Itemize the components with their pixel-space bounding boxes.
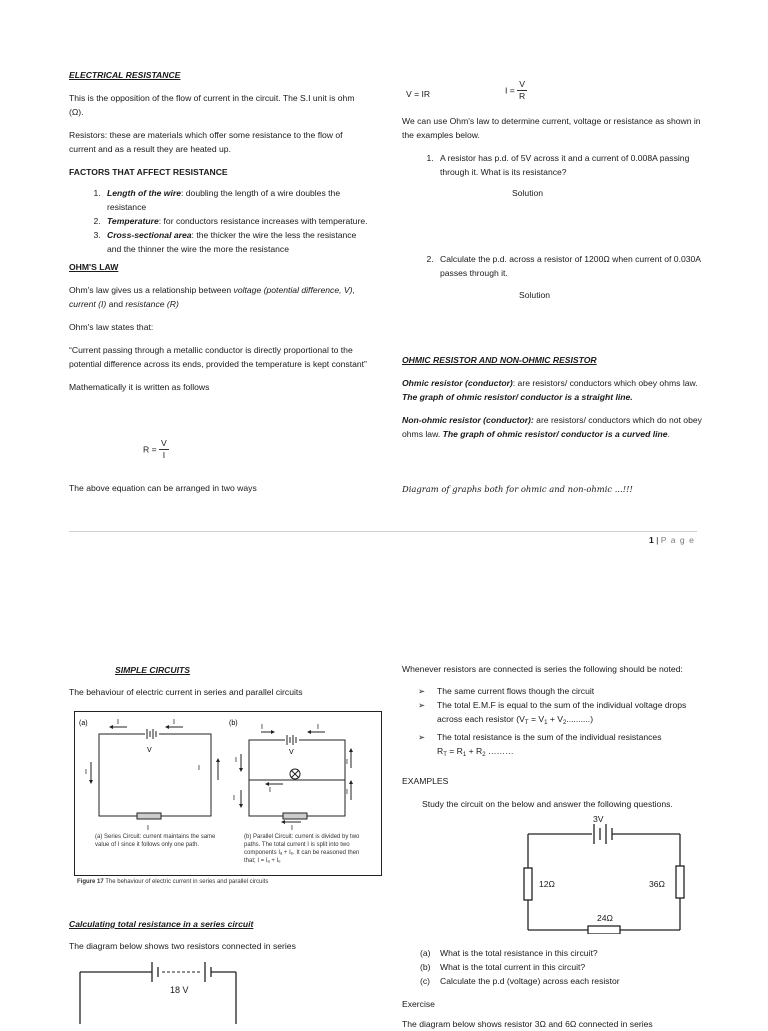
solution-label-1: Solution [512, 188, 544, 198]
ohmic-section [402, 353, 702, 441]
svg-text:I: I [198, 765, 200, 772]
diagram-note: Diagram of graphs both for ohmic and non-ohmic ...!!! [402, 484, 633, 494]
list-item: 2. Calculate the p.d. across a resistor of 1200Ω when current of 0.030A passes through it. [436, 252, 702, 280]
arranged-text: The above equation can be arranged in two ways [69, 483, 257, 493]
list-item: 3. Cross-sectional area: the thicker the wire the less the resistance and the thinner the wire the more the resistance [103, 228, 369, 256]
battery-3v-label: 3V [593, 814, 604, 824]
ohms-law-quote: “Current passing through a metallic conductor is directly proportional to the potential difference across its ends, provided the temperature is kept constant” [69, 345, 367, 369]
ohms-law-title: OHM'S LAW [69, 262, 119, 272]
resistor-36-label: 36Ω [649, 879, 665, 889]
nonohmic-definition: Non-ohmic resistor (conductor): are resistors/ conductors which do not obey ohms law. The graph of ohmic resistor/ conductor is a curved line. [402, 415, 702, 439]
svg-text:V: V [147, 747, 152, 754]
list-item: 1. A resistor has p.d. of 5V across it and a current of 0.008A passing through it. What is its resistance? [436, 151, 702, 179]
svg-text:I: I [117, 719, 119, 726]
ohms-law-states: Ohm's law states that: [69, 322, 154, 332]
series-bullets [402, 684, 702, 762]
resistors-definition: Resistors: these are materials which offer some resistance to the flow of current and as a result they are heated up. [69, 130, 343, 154]
ohms-law-intro: Ohm's law gives us a relationship between voltage (potential difference, V), current (I) and resistance (R) [69, 285, 355, 309]
list-item: (a) What is the total resistance in this circuit? [420, 948, 598, 958]
electrical-resistance-title: ELECTRICAL RESISTANCE [69, 70, 181, 80]
series-circuit-18v [78, 960, 238, 1024]
resistance-intro: This is the opposition of the flow of current in the circuit. The S.I unit is ohm (Ω). [69, 93, 355, 117]
formula-r-equals-v-over-i: R = $\frac{V}{I}$ [143, 438, 167, 460]
svg-text:I: I [291, 825, 293, 832]
figure-caption: Figure 17 The behaviour of electric current in series and parallel circuits [77, 879, 269, 885]
svg-text:I: I [346, 759, 348, 766]
behaviour-text: The behaviour of electric current in series and parallel circuits [69, 687, 303, 697]
math-intro: Mathematically it is written as follows [69, 382, 210, 392]
resistor-24-label: 24Ω [597, 913, 613, 923]
examples-list-2 [402, 252, 702, 280]
svg-text:I: I [269, 787, 271, 794]
list-item: ➢ The total resistance is the sum of the individual resistances $R_T = R_1 + R_2$ ……… [418, 732, 662, 758]
svg-text:(b): (b) [229, 720, 238, 727]
page1-right-column [402, 114, 702, 179]
svg-text:I: I [235, 757, 237, 764]
ohms-use-text: We can use Ohm's law to determine current, voltage or resistance as shown in the examples below. [402, 116, 701, 140]
exercise-title: Exercise [402, 999, 435, 1009]
list-item: ➢ The total E.M.F is equal to the sum of the individual voltage drops across each resistor $(V_T = V_1 + V_2..........)$ [418, 700, 687, 726]
resistor-12-label: 12Ω [539, 879, 555, 889]
svg-text:I: I [346, 789, 348, 796]
page2-right-column [402, 662, 702, 811]
page1-left-column [69, 68, 369, 394]
calc-series-text: The diagram below shows two resistors connected in series [69, 941, 296, 951]
simple-circuits-title: SIMPLE CIRCUITS [115, 665, 190, 675]
circuits-figure [74, 711, 382, 885]
page-footer: 1 | P a g e [649, 535, 695, 545]
equation-v-equals-ir: V = IR [406, 89, 431, 99]
series-intro: Whenever resistors are connected is series the following should be noted: [402, 664, 683, 674]
svg-text:I: I [173, 719, 175, 726]
examples-list [402, 151, 702, 179]
calc-series-title: Calculating total resistance in a series circuit [69, 919, 254, 929]
ohmic-title: OHMIC RESISTOR AND NON-OHMIC RESISTOR [402, 355, 597, 365]
svg-text:V: V [289, 749, 294, 756]
list-item: (c) Calculate the p.d (voltage) across each resistor [420, 976, 620, 986]
list-item: ➢ The same current flows though the circuit [418, 686, 595, 696]
svg-text:I: I [233, 795, 235, 802]
list-item: 1. Length of the wire: doubling the length of a wire doubles the resistance [103, 186, 369, 214]
exercise-text: The diagram below shows resistor 3Ω and 6Ω connected in series [402, 1019, 653, 1029]
svg-text:I: I [147, 825, 149, 832]
battery-voltage-18v: 18 V [170, 985, 189, 995]
examples-title: EXAMPLES [402, 776, 449, 786]
caption-series: (a) Series Circuit: current maintains the same value of I since it follows only one path. [95, 834, 216, 848]
example-questions [420, 946, 710, 988]
factors-title: FACTORS THAT AFFECT RESISTANCE [69, 167, 228, 177]
svg-text:I: I [85, 769, 87, 776]
equation-i-equals-v-over-r: I = $\frac{V}{R}$ [505, 79, 526, 101]
svg-text:I: I [261, 724, 263, 731]
list-item: (b) What is the total current in this circuit? [420, 962, 586, 972]
ohmic-definition: Ohmic resistor (conductor): are resistors/ conductors which obey ohms law. The graph of ohmic resistor/ conductor is a straight line. [402, 378, 698, 402]
factors-list [69, 186, 369, 256]
caption-parallel: (b) Parallel Circuit: current is divided by two paths. The total current I is split into two components Iₐ + Iₑ. It can be reasoned then that; I = Iₐ + Iₑ [244, 834, 360, 864]
solution-label-2: Solution [519, 290, 551, 300]
svg-text:(a): (a) [79, 720, 88, 727]
example-2-block [402, 252, 702, 280]
page-divider [69, 531, 697, 532]
list-item: 2. Temperature: for conductors resistance increases with temperature. [103, 214, 369, 228]
svg-text:I: I [317, 724, 319, 731]
study-text: Study the circuit on the below and answer the following questions. [422, 799, 673, 809]
